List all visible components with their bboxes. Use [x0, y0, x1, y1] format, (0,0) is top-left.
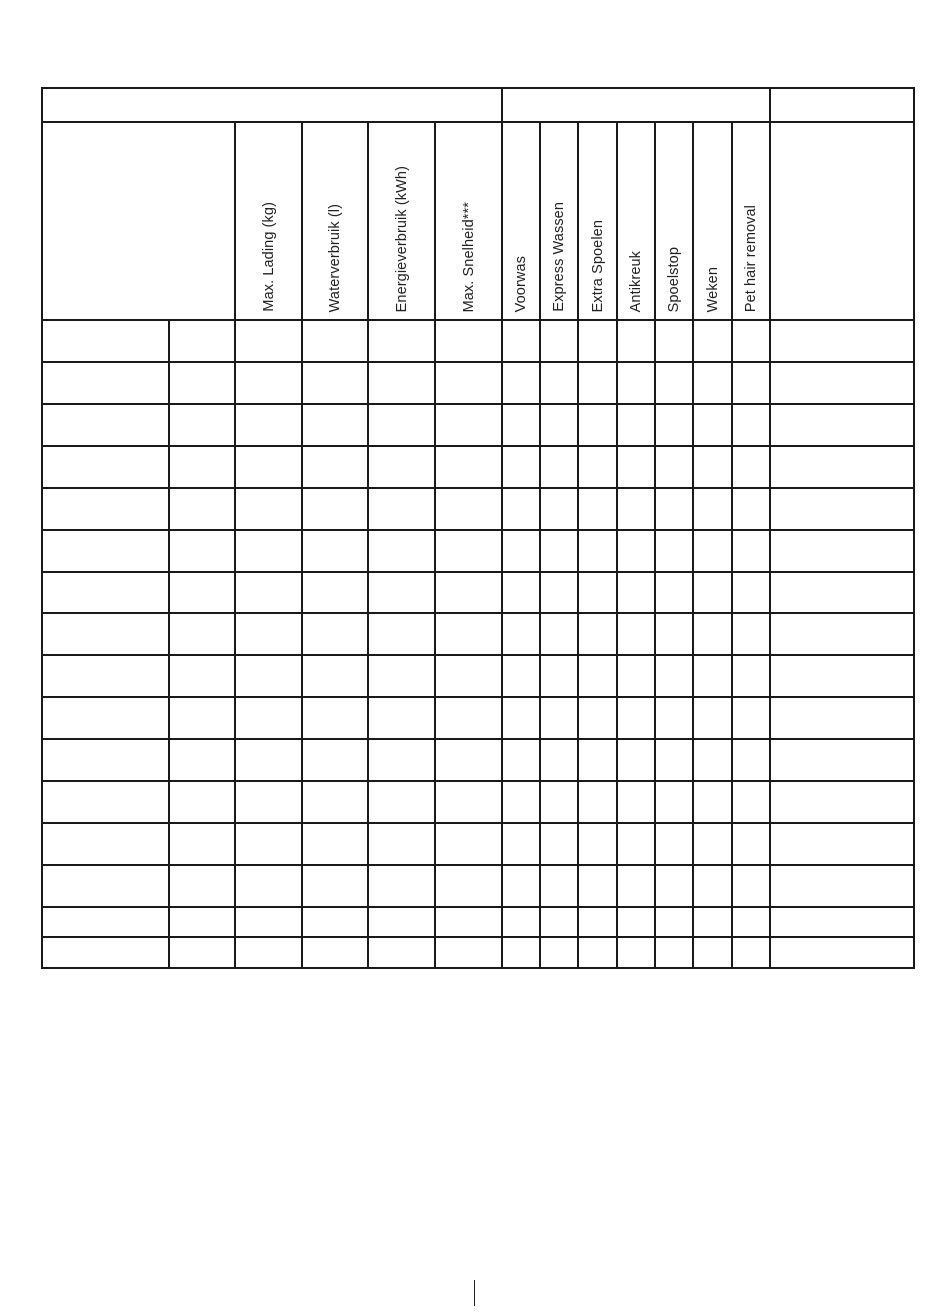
header-extra-rinse: Extra Spoelen [589, 219, 606, 312]
header-rinse-hold: Spoelstop [666, 246, 682, 312]
header-anti-crease: Antikreuk [628, 250, 644, 312]
header-soak: Weken [704, 266, 721, 312]
header-max-speed: Max. Snelheid*** [460, 201, 477, 312]
header-water-consumption: Waterverbruik (l) [327, 203, 343, 312]
header-max-load: Max. Lading (kg) [260, 202, 277, 312]
header-prewash: Voorwas [513, 255, 529, 312]
page-number-divider [474, 1280, 475, 1306]
header-express-wash: Express Wassen [551, 202, 567, 312]
header-energy-consumption: Energieverbruik (kWh) [393, 165, 410, 312]
header-pet-hair-removal: Pet hair removal [743, 204, 759, 312]
